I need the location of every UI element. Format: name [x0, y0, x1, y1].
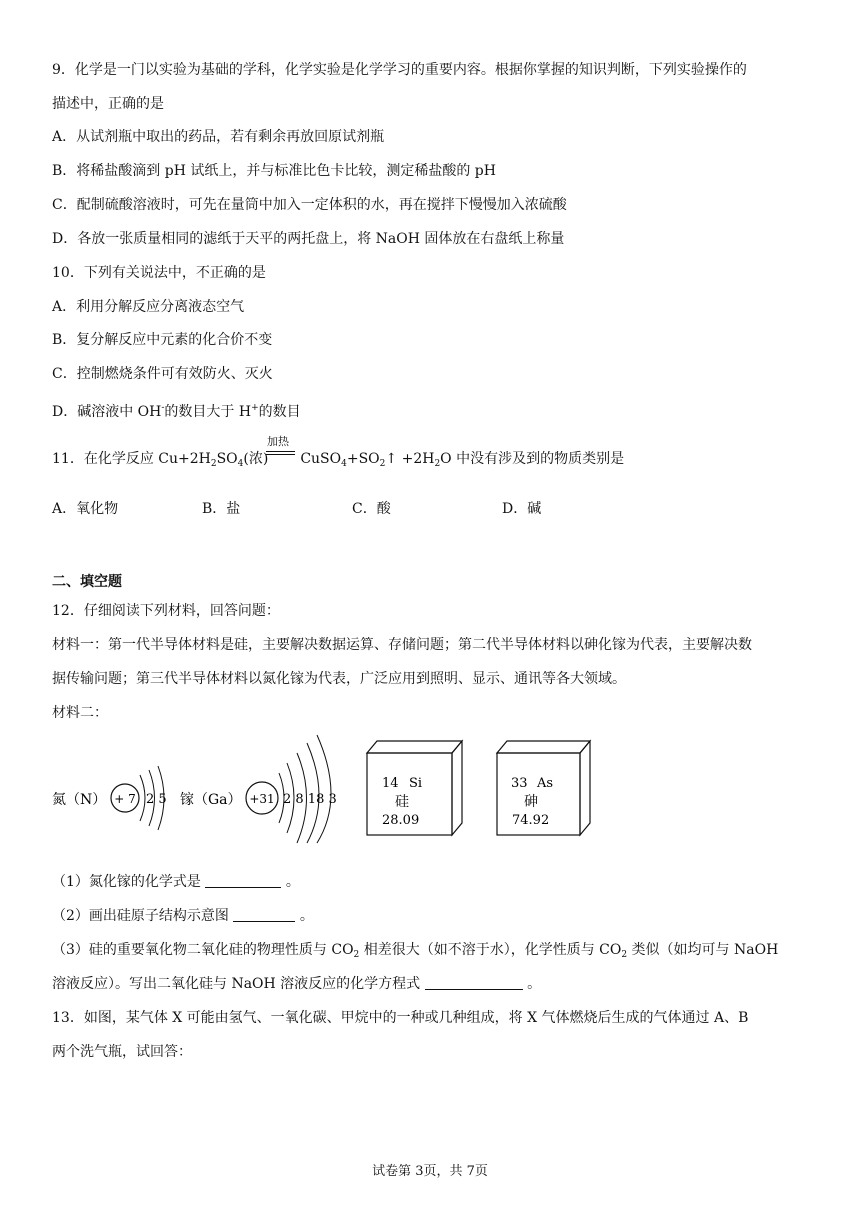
q12-sub2: （2）画出硅原子结构示意图 。: [52, 908, 314, 924]
si-atomic-number: 14: [382, 776, 399, 791]
nitrogen-shell-electrons: 2 5: [146, 792, 167, 807]
q12-material1-line2: 据传输问题；第三代半导体材料以氮化镓为代表，广泛应用到照明、显示、通讯等各大领域。: [52, 671, 626, 687]
answer-blank-3[interactable]: [425, 975, 523, 990]
q11-option-b: B．盐: [202, 501, 241, 517]
q12-sub3-line1: （3）硅的重要氧化物二氧化硅的物理性质与 $CO_2$ 相差很大（如不溶于水），化学性质与 $CO_2$ 类似（如均可与 NaOH: [52, 942, 779, 960]
q11-stem: 11．在化学反应 $Cu+2H_2SO_4$(浓) $CuSO_4+SO_2↑ +2H_2O$ 中没有涉及到的物质类别是: [52, 451, 625, 469]
q10-option-d: D．碱溶液中 OH-的数目大于 H+的数目: [52, 403, 301, 420]
q10-option-a: A．利用分解反应分离液态空气: [52, 299, 245, 315]
q10-option-c: C．控制燃烧条件可有效防火、灭火: [52, 366, 273, 382]
nitrogen-label: 氮（N）: [52, 792, 107, 808]
q10-option-b: B．复分解反应中元素的化合价不变: [52, 332, 273, 348]
q12-sub1: （1）氮化镓的化学式是 。: [52, 874, 300, 890]
as-card-side: [580, 741, 590, 835]
q11-option-c: C．酸: [352, 501, 391, 517]
q9-option-a: A．从试剂瓶中取出的药品，若有剩余再放回原试剂瓶: [52, 129, 385, 145]
as-card-top: [497, 741, 590, 753]
nitrogen-shell-1: [140, 775, 145, 821]
as-atomic-mass: 74.92: [512, 813, 550, 828]
as-symbol: As: [537, 776, 554, 791]
si-atomic-mass: 28.09: [382, 813, 420, 828]
answer-blank-2[interactable]: [233, 907, 295, 922]
q12-sub3-line2: 溶液反应）。写出二氧化硅与 NaOH 溶液反应的化学方程式 。: [52, 976, 542, 992]
q9-option-b: B．将稀盐酸滴到 pH 试纸上，并与标准比色卡比较，测定稀盐酸的 pH: [52, 163, 496, 179]
reaction-condition: 加热: [267, 435, 289, 448]
si-card-side: [452, 741, 462, 835]
q13-line2: 两个洗气瓶，试回答：: [52, 1044, 192, 1060]
q13-line1: 13．如图，某气体 X 可能由氢气、一氧化碳、甲烷中的一种或几种组成，将 X 气体燃烧后生成的气体通过 A、B: [52, 1010, 749, 1026]
q12-material2-label: 材料二：: [52, 705, 108, 721]
q9-option-c: C．配制硫酸溶液时，可先在量筒中加入一定体积的水，再在搅拌下慢慢加入浓硫酸: [52, 197, 567, 213]
q10-stem: 10．下列有关说法中，不正确的是: [52, 265, 266, 281]
q12-material1-line1: 材料一：第一代半导体材料是硅，主要解决数据运算、存储问题；第二代半导体材料以砷化镓为代表，主要解决数: [52, 637, 752, 653]
q12-stem: 12．仔细阅读下列材料，回答问题：: [52, 603, 280, 619]
q9-stem-line2: 描述中，正确的是: [52, 96, 164, 112]
atomic-structure-figure: [0, 725, 860, 845]
si-name: 硅: [395, 794, 409, 810]
q9-stem-line1: 9．化学是一门以实验为基础的学科，化学实验是化学学习的重要内容。根据你掌握的知识判断，下列实验操作的: [52, 62, 747, 78]
si-card-top: [367, 741, 462, 753]
q11-option-a: A．氧化物: [52, 501, 119, 517]
q9-option-d: D．各放一张质量相同的滤纸于天平的两托盘上，将 NaOH 固体放在右盘纸上称量: [52, 231, 565, 247]
answer-blank-1[interactable]: [205, 873, 281, 888]
as-name: 砷: [524, 794, 538, 810]
gallium-label: 镓（Ga）: [180, 792, 242, 808]
page-footer: 试卷第 3页，共 7页: [372, 1164, 488, 1179]
gallium-nucleus-charge: +31: [249, 792, 275, 806]
si-symbol: Si: [409, 776, 423, 791]
section-title: 二、填空题: [52, 574, 122, 590]
nitrogen-nucleus-charge: + 7: [114, 792, 136, 806]
q11-option-d: D．碱: [502, 501, 542, 517]
as-atomic-number: 33: [511, 776, 528, 791]
gallium-shell-electrons: 2 8 18 3: [283, 792, 337, 807]
